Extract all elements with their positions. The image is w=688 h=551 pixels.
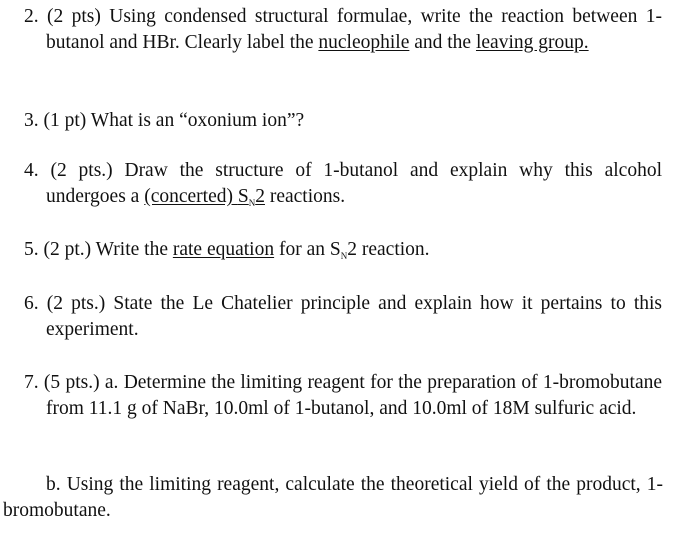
sn2-s-letter: S [237,186,249,207]
question-6-text: 6. (2 pts.) State the Le Chatelier principle and explain how it pertains to this experiment. [24,293,662,340]
question-4-text: 4. (2 pts.) Draw the structure of 1-butanol and explain why this alcohol undergoes a [24,160,662,207]
concerted-sn2-term [144,186,265,207]
question-3-text: 3. (1 pt) What is an “oxonium ion”? [24,110,305,131]
question-4-end: reactions. [264,186,346,207]
nucleophile-term: nucleophile [318,32,410,53]
rate-equation-term: rate equation [172,239,275,260]
question-2-text: 2. (2 pts) Using condensed structural formulae, write the reaction between 1-butanol and HBr. Clearly label the [24,6,662,53]
leaving-group-term: leaving group. [475,32,589,53]
question-5-end: 2 reaction. [347,239,430,260]
sn2-subscript: N [248,198,256,208]
question-2-middle: and the [409,32,476,53]
question-7b-text: b. Using the limiting reagent, calculate the theoretical yield of the product, 1-bromobutane. [3,474,663,521]
question-7a [0,370,662,422]
concerted-term: (concerted) [144,186,233,207]
question-3 [0,108,662,134]
sn2-subscript: N [340,251,348,261]
sn2-two: 2 [255,186,265,207]
question-5-text: 5. (2 pt.) Write the [24,239,173,260]
question-2 [0,4,662,56]
question-7a-text: 7. (5 pts.) a. Determine the limiting reagent for the preparation of 1-bromobutane from 11.1 g of NaBr, 10.0ml of 1-butanol, and 10.0ml of 18M sulfuric acid. [24,372,662,419]
question-4 [0,158,662,210]
question-7b [3,472,663,524]
question-5 [0,237,662,263]
question-6 [0,291,662,343]
question-5-middle: for an S [274,239,341,260]
